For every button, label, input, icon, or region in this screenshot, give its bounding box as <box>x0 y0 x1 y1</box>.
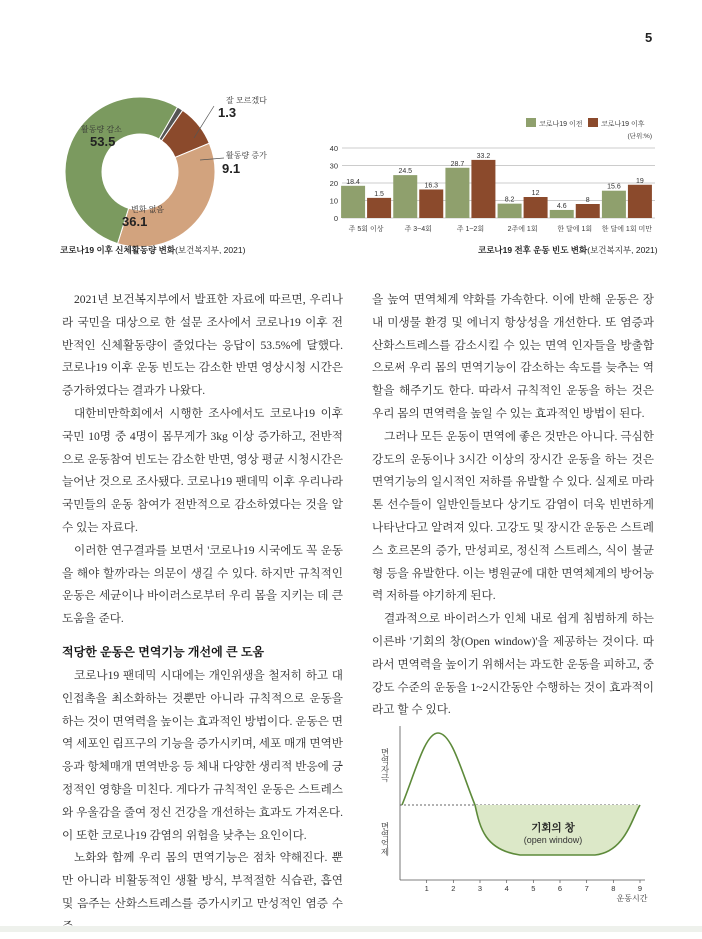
bar <box>524 197 548 218</box>
paragraph: 을 높여 면역체계 약화를 가속한다. 이에 반해 운동은 장내 미생물 환경 및 에너지 항상성을 개선한다. 또 염증과 산화스트레스를 감소시킬 수 있는 면역 인자들을 방출함으로써 우리 몸의 면역기능이 감소하는 속도를 늦추는 역할을 해주기도 한다. 따라서 규칙적인 운동을 하는 것은 우리 몸의 면역력을 높일 수 있는 효과적인 방법이 된다. <box>372 293 654 420</box>
paragraph: 대한비만학회에서 시행한 조사에서도 코로나19 이후 국민 10명 중 4명이 몸무게가 3kg 이상 증가하고, 전반적으로 운동참여 빈도는 감소한 반면, 영상 평균 시청시간은 늘어난 것으로 조사됐다. 코로나19 팬데믹 이후 우리나라 국민들의 운동 참여가 전반적으로 감소하였다는 것을 알 수 있는 자료다. <box>62 406 343 534</box>
x-tick-label: 9 <box>637 884 643 893</box>
donut-value-increase: 9.1 <box>222 161 241 176</box>
window-subtitle: (open window) <box>523 835 583 845</box>
bar-chart <box>320 112 660 242</box>
bar <box>471 160 495 218</box>
donut-value-nochange: 36.1 <box>122 214 148 229</box>
y-tick-label: 0 <box>333 214 338 223</box>
page-number: 5 <box>645 30 653 45</box>
paragraph: 그러나 모든 운동이 면역에 좋은 것만은 아니다. 극심한 강도의 운동이나 3시간 이상의 장시간 운동을 하는 것은 면역기능의 일시적인 저하를 유발할 수 있다. 실제로 마라톤 선수들이 일반인들보다 상기도 감염이 더욱 빈번하게 나타난다고 알려져 있다. 고강도 및 장시간 운동은 스트레스 호르몬의 증가, 만성피로, 정신적 스트레스, 식이 불균형 등을 유발한다. 이는 병원균에 대한 면역체계의 방어능력 저하를 야기하게 된다. <box>372 429 654 603</box>
x-tick-label: 2주에 1회 <box>507 226 538 233</box>
bar <box>419 189 443 218</box>
bar <box>498 204 522 218</box>
paragraph: 2021년 보건복지부에서 발표한 자료에 따르면, 우리나라 국민을 대상으로 한 설문 조사에서 코로나19 이후 전반적인 신체활동량이 줄었다는 응답이 53.5%에 달했다. 코로나19 이후 운동 빈도는 감소한 반면 영상시청 시간은 증가하였다는 결과가 나왔다. <box>62 293 343 398</box>
legend-label: 코로나19 이전 <box>539 121 583 128</box>
donut-label-increase: 활동량 증가 <box>226 151 267 160</box>
section-heading: 적당한 운동은 면역기능 개선에 큰 도움 <box>62 645 265 659</box>
x-tick-label: 2 <box>451 884 456 893</box>
x-tick-label: 한 달에 1회 미만 <box>601 226 653 233</box>
bar <box>393 175 417 218</box>
x-tick-label: 5 <box>531 884 536 893</box>
left-column <box>62 289 343 631</box>
donut-label-decrease: 활동량 감소 <box>81 125 122 134</box>
paragraph: 이러한 연구결과를 보면서 '코로나19 시국에도 꼭 운동을 해야 할까'라는 의문이 생길 수 있다. 하지만 규칙적인 운동은 세균이나 바이러스로부터 우리 몸을 지키는 데 큰 도움을 준다. <box>62 543 343 626</box>
y-tick-label: 10 <box>329 196 338 206</box>
x-tick-label: 한 달에 1회 <box>557 226 593 233</box>
bar-value-label: 8 <box>585 197 590 204</box>
x-tick-label: 주 3~4회 <box>404 226 432 233</box>
bar <box>445 168 469 218</box>
y-tick-label: 30 <box>329 161 338 171</box>
bar <box>628 185 652 218</box>
x-tick-label: 6 <box>557 884 563 893</box>
y-tick-label: 40 <box>329 144 338 153</box>
x-axis-label: 운동시간 <box>616 894 648 903</box>
bar-value-label: 18.4 <box>346 178 360 186</box>
legend-swatch <box>526 118 536 127</box>
bar-caption: 코로나19 전후 운동 빈도 변화(보건복지부, 2021) <box>478 245 658 255</box>
donut-label-unknown: 잘 모르겠다 <box>226 96 267 105</box>
unit-label: (단위:%) <box>627 133 652 140</box>
donut-leader-lines <box>180 98 240 178</box>
bar <box>602 191 626 218</box>
legend-label: 코로나19 이후 <box>601 121 645 128</box>
bar-value-label: 4.6 <box>556 202 567 210</box>
window-title: 기회의 창 <box>531 822 575 834</box>
donut-caption: 코로나19 이후 신체활동량 변화(보건복지부, 2021) <box>60 245 246 255</box>
paragraph: 노화와 함께 우리 몸의 면역기능은 점차 약해진다. 뿐만 아니라 비활동적인 생활 방식, 부적절한 식습관, 흡연 및 음주는 산화스트레스를 증가시키고 만성적인 염증 수 <box>62 851 343 910</box>
donut-value-unknown: 1.3 <box>218 105 237 120</box>
bar-value-label: 33.2 <box>476 152 491 160</box>
bar-value-label: 12 <box>531 190 540 197</box>
donut-label-nochange: 변화 없음 <box>131 205 165 214</box>
bar-value-label: 8.2 <box>504 196 515 204</box>
bar-value-label: 24.5 <box>398 168 413 176</box>
bar-value-label: 1.5 <box>374 190 384 198</box>
bar <box>576 204 600 218</box>
bar <box>367 198 391 218</box>
y-tick-label: 20 <box>329 179 338 188</box>
left-column-2 <box>62 665 343 939</box>
x-ticks <box>425 880 643 893</box>
bar-value-label: 19 <box>636 177 644 185</box>
x-tick-label: 주 1~2회 <box>456 226 485 233</box>
x-tick-label: 7 <box>584 884 589 893</box>
right-column <box>372 289 654 722</box>
bottom-strip <box>0 926 702 932</box>
open-window-diagram <box>370 718 660 908</box>
y-label-bottom: 면역억제 <box>380 822 390 856</box>
x-tick-label: 1 <box>424 884 429 893</box>
paragraph: 코로나19 팬데믹 시대에는 개인위생을 철저히 하고 대인접촉을 최소화하는 것뿐만 아니라 규칙적으로 운동을 하는 것이 면역력을 높이는 효과적인 방법이다. 운동은 면역 세포인 림프구의 기능을 증가시키며, 세포 매개 면역반응과 항체매개 면역반응 등 체내 다양한 생리적 반응에 긍정적인 영향을 미친다. 게다가 규칙적인 운동은 스트레스와 우울감을 줄여 정신 건강을 개선하는 효과도 가져온다. 이 또한 코로나19 감염의 위험을 낮추는 요인이다. <box>62 669 343 842</box>
legend-swatch <box>588 118 598 127</box>
bar <box>550 210 574 218</box>
bar-value-label: 28.7 <box>450 160 465 168</box>
bar-value-label: 15.6 <box>607 183 621 191</box>
x-tick-label: 8 <box>611 884 616 893</box>
paragraph: 결과적으로 바이러스가 인체 내로 쉽게 침범하게 하는 이른바 '기회의 창(Open window)'을 제공하는 것이다. 따라서 면역력을 높이기 위해서는 과도한 운동을 피하고, 중강도 수준의 운동을 1~2시간동안 수행하는 것이 효과적이라고 할 수 있다. <box>372 612 654 717</box>
x-tick-label: 주 5회 이상 <box>348 226 384 233</box>
y-label-top: 면역자극 <box>380 748 390 782</box>
bar-value-label: 16.3 <box>424 182 439 190</box>
x-tick-label: 4 <box>504 884 509 893</box>
donut-value-decrease: 53.5 <box>90 134 116 149</box>
bar <box>341 186 365 218</box>
x-tick-label: 3 <box>477 884 483 893</box>
